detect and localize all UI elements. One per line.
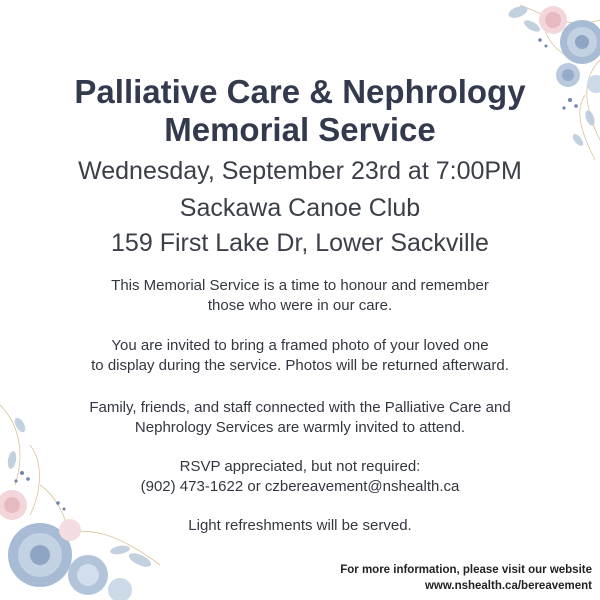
paragraph-refreshments: [0, 516, 600, 536]
paragraph-line: those who were in our care.: [207, 297, 393, 314]
paragraph-line: This Memorial Service is a time to honour and remember: [111, 277, 489, 294]
paragraph-line: Family, friends, and staff connected with the Palliative Care and: [89, 399, 511, 416]
paragraph-photo-invite: [0, 336, 600, 376]
website-link: www.nshealth.ca/bereavement: [424, 580, 592, 592]
event-venue: Sackawa Canoe Club: [179, 194, 421, 222]
paragraph-rsvp: [0, 457, 600, 497]
title-line-2: Memorial Service: [164, 111, 436, 148]
footer-info: [340, 562, 592, 594]
paragraph-line: Light refreshments will be served.: [188, 517, 412, 534]
event-address: 159 First Lake Dr, Lower Sackville: [111, 229, 489, 257]
title-line-1: Palliative Care & Nephrology: [74, 73, 526, 110]
rsvp-contact: (902) 473-1622 or czbereavement@nshealth.ca: [140, 478, 460, 495]
event-date-time: Wednesday, September 23rd at 7:00PM: [78, 157, 522, 185]
paragraph-attendees: [0, 398, 600, 438]
paragraph-line: Nephrology Services are warmly invited to attend.: [134, 419, 466, 436]
footer-line: For more information, please visit our website: [340, 564, 592, 576]
paragraph-purpose: [0, 276, 600, 316]
paragraph-line: to display during the service. Photos will be returned afterward.: [91, 357, 509, 374]
paragraph-line: You are invited to bring a framed photo of your loved one: [111, 337, 489, 354]
paragraph-line: RSVP appreciated, but not required:: [179, 458, 421, 475]
